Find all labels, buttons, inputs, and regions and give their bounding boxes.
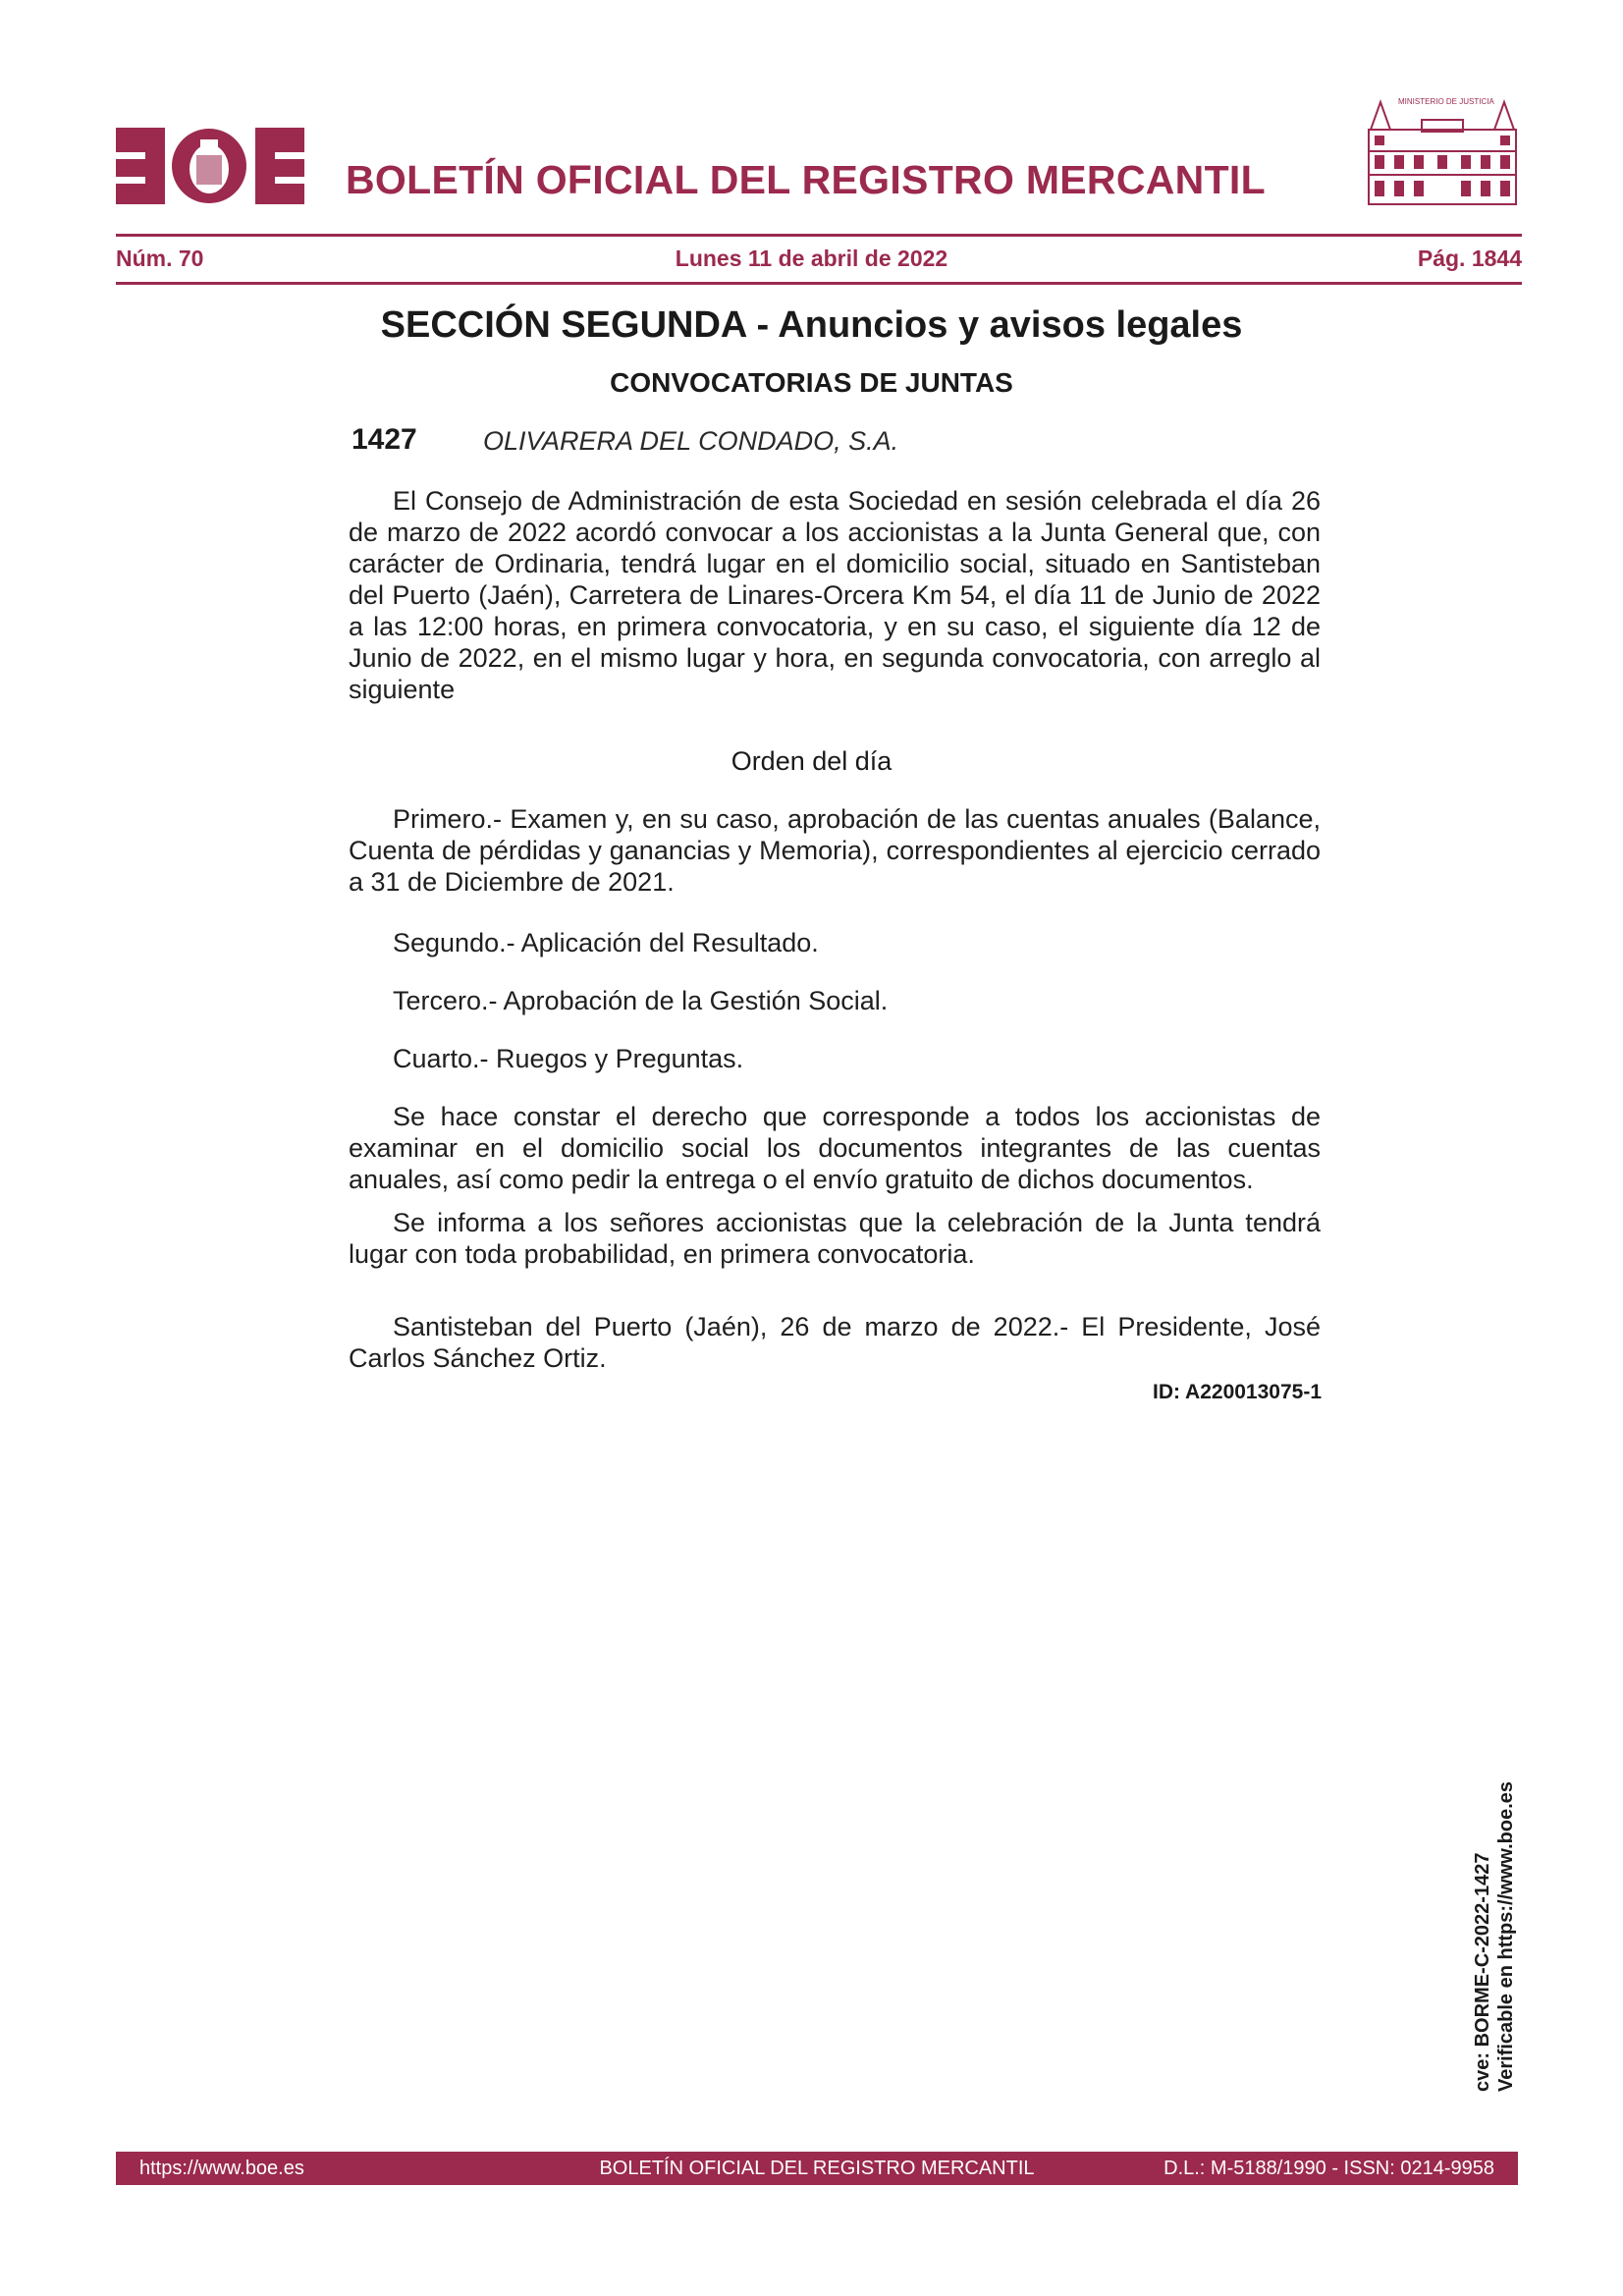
signature-paragraph: Santisteban del Puerto (Jaén), 26 de marzo de 2022.- El Presidente, José Carlos Sánchez Ortiz.	[349, 1312, 1321, 1373]
announcement-number: 1427	[352, 423, 417, 456]
agenda-item: Tercero.- Aprobación de la Gestión Social.	[393, 986, 889, 1015]
ministry-building-icon	[1363, 90, 1522, 208]
footer-title: BOLETÍN OFICIAL DEL REGISTRO MERCANTIL	[599, 2158, 1035, 2179]
side-verification	[1471, 1780, 1549, 2131]
cve-code: cve: BORME-C-2022-1427	[1472, 1852, 1493, 2092]
footer-url-link[interactable]: https://www.boe.es	[139, 2158, 304, 2179]
announcement-id: ID: A220013075-1	[1153, 1381, 1322, 1403]
footer-legal: D.L.: M-5188/1990 - ISSN: 0214-9958	[1163, 2158, 1494, 2179]
intro-paragraph: El Consejo de Administración de esta Sociedad en sesión celebrada el día 26 de marzo de 2022 acordó convocar a los accionistas a la Junta General que, con carácter de Ordinaria, tendrá lugar en el domicilio social, situado en Santisteban del Puerto (Jaén), Carretera de Linares-Orcera Km 54, el día 11 de Junio de 2022 a las 12:00 horas, en primera convocatoria, y en su caso, el siguiente día 12 de Junio de 2022, en el mismo lugar y hora, en segunda convocatoria, con arreglo al siguiente	[349, 486, 1321, 704]
footer-bar	[116, 2152, 1518, 2185]
boe-logo	[116, 128, 304, 204]
subsection-title: CONVOCATORIAS DE JUNTAS	[610, 367, 1013, 398]
bulletin-title: BOLETÍN OFICIAL DEL REGISTRO MERCANTIL	[346, 157, 1266, 202]
agenda-item: Primero.- Examen y, en su caso, aprobación de las cuentas anuales (Balance, Cuenta de pérdidas y ganancias y Memoria), correspondientes al ejercicio cerrado a 31 de Diciembre de 2021.	[349, 804, 1321, 897]
header-divider-top	[116, 234, 1522, 237]
header-divider-bottom	[116, 282, 1522, 285]
section-title: SECCIÓN SEGUNDA - Anuncios y avisos legales	[380, 304, 1243, 346]
company-name: OLIVARERA DEL CONDADO, S.A.	[483, 426, 899, 456]
agenda-item: Cuarto.- Ruegos y Preguntas.	[393, 1044, 744, 1073]
ministry-label: MINISTERIO DE JUSTICIA	[1398, 97, 1494, 106]
page-number: Pág. 1844	[1417, 246, 1522, 271]
verify-url[interactable]: Verificable en https://www.boe.es	[1495, 1780, 1517, 2092]
issue-date: Lunes 11 de abril de 2022	[675, 246, 948, 271]
agenda-title: Orden del día	[730, 746, 893, 776]
issue-number: Núm. 70	[116, 246, 204, 271]
first-call-notice: Se informa a los señores accionistas que la celebración de la Junta tendrá lugar con toda probabilidad, en primera convocatoria.	[349, 1208, 1321, 1269]
agenda-item: Segundo.- Aplicación del Resultado.	[393, 928, 819, 957]
rights-notice: Se hace constar el derecho que corresponde a todos los accionistas de examinar en el domicilio social los documentos integrantes de las cuentas anuales, así como pedir la entrega o el envío gratuito de dichos documentos.	[349, 1102, 1321, 1194]
